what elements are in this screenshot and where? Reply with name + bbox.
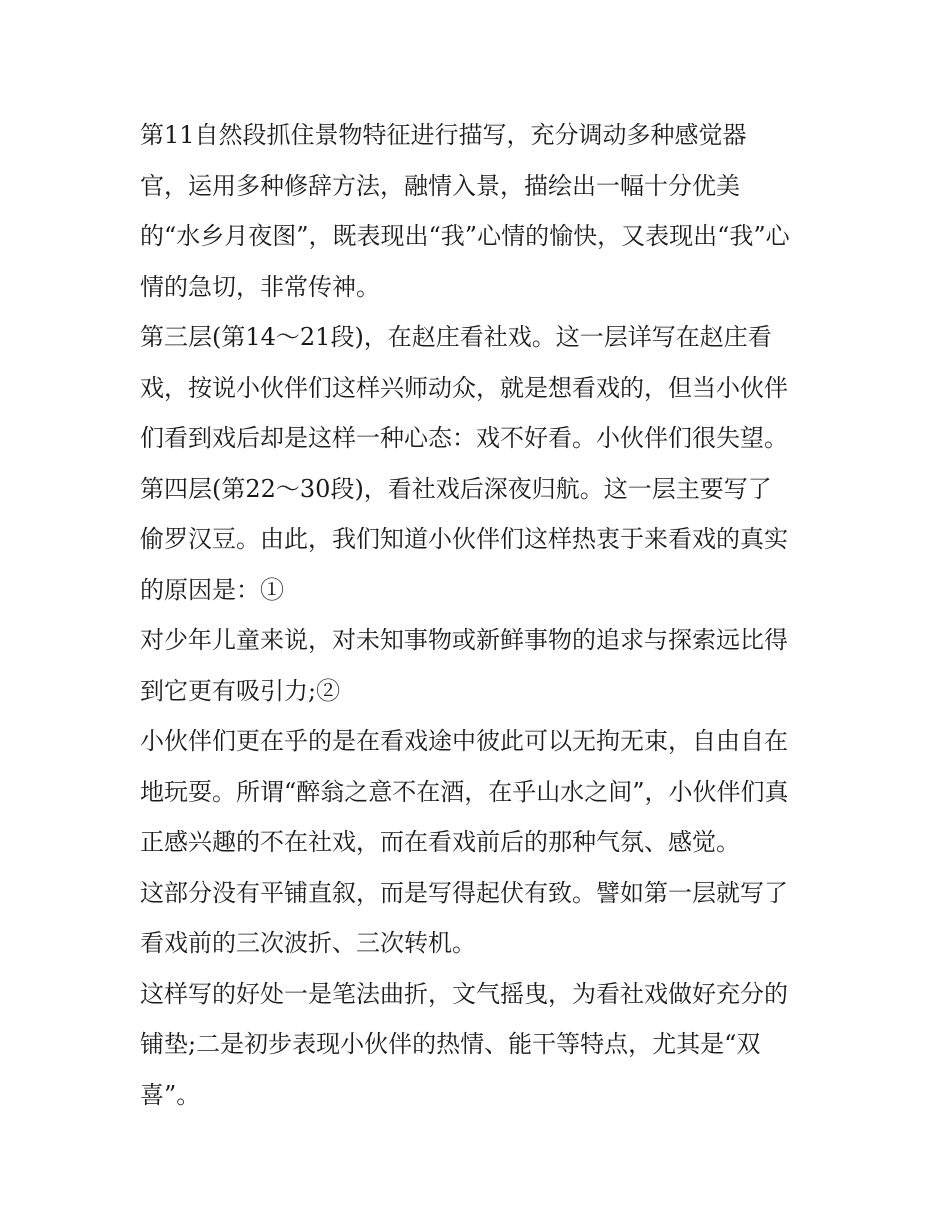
text-line: 地玩耍。所谓“醉翁之意不在酒，在乎山水之间”，小伙伴们真 [140, 777, 789, 806]
body-text [140, 110, 820, 1120]
text-line: 这样写的好处一是笔法曲折，文气摇曳，为看社戏做好充分的 [140, 979, 788, 1008]
text-line: 喜”。 [140, 1080, 201, 1109]
text-line: 的“水乡月夜图”，既表现出“我”心情的愉快，又表现出“我”心 [140, 222, 790, 250]
text-line: 这部分没有平铺直叙，而是写得起伏有致。譬如第一层就写了 [140, 878, 788, 907]
text-line: 正感兴趣的不在社戏，而在看戏前后的那种气氛、感觉。 [140, 828, 740, 856]
text-line: 小伙伴们更在乎的是在看戏途中彼此可以无拘无束，自由自在 [140, 727, 788, 755]
text-line: 第四层(第22～30段)，看社戏后深夜归航。这一层主要写了 [140, 474, 772, 503]
text-line: 第11自然段抓住景物特征进行描写，充分调动多种感觉器 [140, 121, 747, 149]
text-line: 看戏前的三次波折、三次转机。 [140, 929, 476, 957]
text-line: 们看到戏后却是这样一种心态：戏不好看。小伙伴们很失望。 [140, 424, 788, 452]
text-line: 情的急切，非常传神。 [140, 272, 380, 301]
text-line: 戏，按说小伙伴们这样兴师动众，就是想看戏的，但当小伙伴 [140, 373, 788, 402]
text-line: 到它更有吸引力;② [140, 676, 341, 705]
text-line: 第三层(第14～21段)，在赵庄看社戏。这一层详写在赵庄看 [140, 323, 772, 351]
text-line: 官，运用多种修辞方法，融情入景，描绘出一幅十分优美 [140, 171, 740, 200]
text-line: 的原因是：① [140, 575, 284, 604]
text-line: 对少年儿童来说，对未知事物或新鲜事物的追求与探索远比得 [140, 626, 788, 654]
text-line: 铺垫;二是初步表现小伙伴的热情、能干等特点，尤其是“双 [140, 1030, 761, 1058]
text-line: 偷罗汉豆。由此，我们知道小伙伴们这样热衷于来看戏的真实 [140, 525, 788, 553]
